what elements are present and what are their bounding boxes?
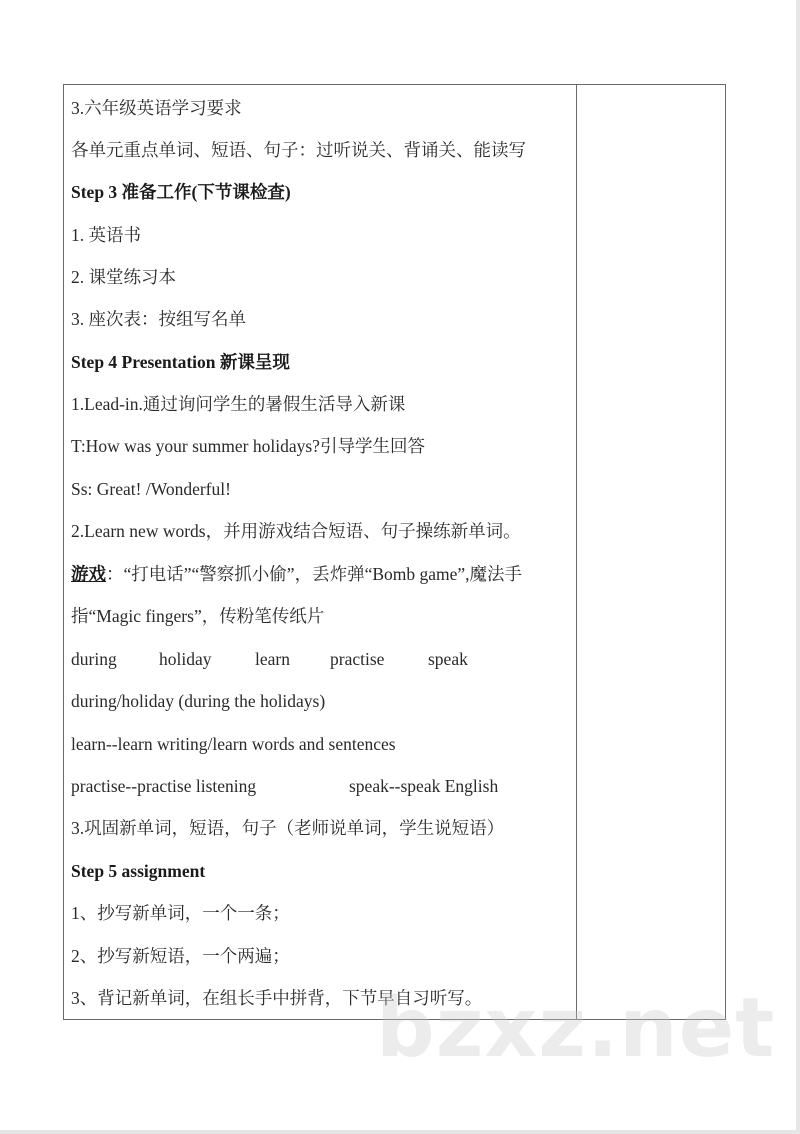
prep-item-3: 3. 座次表：按组写名单 [71, 309, 246, 329]
section-item: 3.六年级英语学习要求 [71, 98, 242, 118]
vocab-word: holiday [159, 649, 212, 669]
assignment-item-1: 1、抄写新单词，一个一条； [71, 903, 290, 923]
student-answer: Ss: Great! /Wonderful! [71, 479, 231, 499]
assignment-item-2: 2、抄写新短语，一个两遍； [71, 946, 290, 966]
phrase-learn: learn--learn writing/learn words and sentences [71, 734, 396, 754]
phrase-practise-speak [71, 774, 571, 798]
page-edge-right [796, 0, 800, 1134]
vocab-word: during [71, 649, 117, 669]
lesson-plan-table [63, 84, 726, 1020]
teacher-question: T:How was your summer holidays?引导学生回答 [71, 436, 425, 456]
prep-item-2: 2. 课堂练习本 [71, 267, 176, 287]
phrase-practise: practise--practise listening [71, 776, 257, 796]
consolidate-text: 3.巩固新单词，短语，句子（老师说单词，学生说短语） [71, 818, 505, 838]
learn-new-words: 2.Learn new words，并用游戏结合短语、句子操练新单词。 [71, 521, 521, 541]
vocab-word: learn [255, 649, 290, 669]
games-label: 游戏 [71, 564, 106, 584]
step4-heading: Step 4 Presentation 新课呈现 [71, 352, 290, 372]
phrase-during: during/holiday (during the holidays) [71, 691, 326, 711]
lead-in-text: 1.Lead-in.通过询问学生的暑假生活导入新课 [71, 394, 406, 414]
assignment-item-3: 3、背记新单词，在组长手中拼背，下节早自习听写。 [71, 988, 483, 1008]
step5-heading: Step 5 assignment [71, 861, 206, 881]
requirement-text: 各单元重点单词、短语、句子：过听说关、背诵关、能读写 [71, 140, 526, 160]
phrase-speak: speak--speak English [349, 776, 499, 796]
prep-item-1: 1. 英语书 [71, 225, 141, 245]
page-edge-bottom [0, 1130, 800, 1134]
notes-cell [577, 85, 725, 1019]
games-text: ：“打电话”“警察抓小偷”，丢炸弹“Bomb game”,魔法手 [106, 564, 523, 584]
vocab-words-row [71, 647, 571, 671]
vocab-word: practise [330, 649, 385, 669]
vocab-word: speak [428, 649, 468, 669]
games-line [71, 562, 522, 586]
step3-heading: Step 3 准备工作(下节课检查) [71, 182, 291, 202]
games-line-continued: 指“Magic fingers”，传粉笔传纸片 [71, 606, 325, 626]
watermark: bzxz.net [376, 981, 776, 1076]
